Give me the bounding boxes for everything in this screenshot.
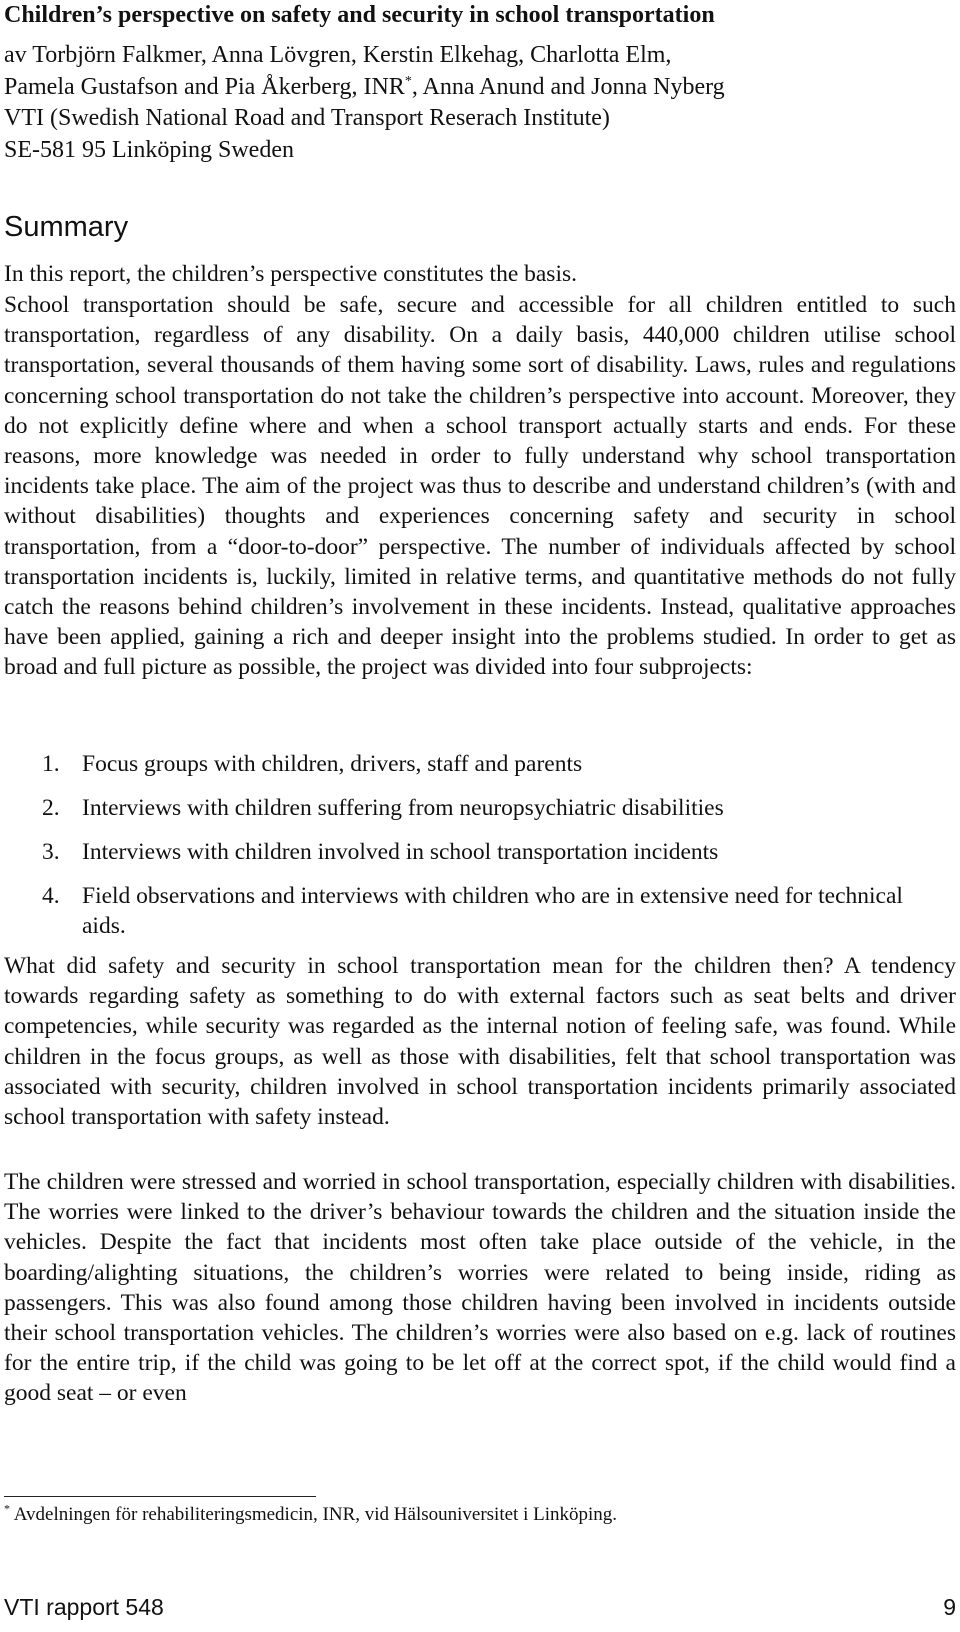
list-item [42,793,942,823]
affiliation: VTI (Swedish National Road and Transport Reserach Institute) [4,105,610,131]
list-item-text: Field observations and interviews with children who are in extensive need for technical aids. [82,883,903,939]
page-number: 9 [943,1594,956,1620]
summary-paragraph-2: What did safety and security in school transportation mean for the children then? A tendency towards regarding safety as something to do with external factors such as seat belts and driver competencies, while security was regarded as the internal notion of feeling safe, was found. While children in the focus groups, as well as those with disabilities, felt that school transportation was associated with security, children involved in school transportation incidents primarily associated school transportation with safety instead. [4,953,956,1131]
summary-paragraph-3: The children were stressed and worried in school transportation, especially children with disabilities. The worries were linked to the driver’s behaviour towards the children and the situation inside the vehicles. Despite the fact that incidents most often take place outside of the vehicle, in the boarding/alighting situations, the children’s worries were related to being inside, riding as passengers. This was also found among those children having been involved in incidents outside their school transportation vehicles. The children’s worries were also based on e.g. lack of routines for the entire trip, if the child was going to be let off at the correct spot, if the child would find a good seat – or even [4,1169,956,1407]
list-item-text: Focus groups with children, drivers, staff and parents [82,751,583,777]
list-item-text: Interviews with children suffering from neuropsychiatric disabilities [82,795,724,821]
footnote-text: Avdelningen för rehabiliteringsmedicin, INR, vid Hälsouniversitet i Linköping. [10,1504,618,1525]
footer-report-label: VTI rapport 548 [4,1594,164,1620]
list-item-text: Interviews with children involved in school transportation incidents [82,839,719,865]
list-item-number: 2. [42,795,60,821]
list-item-number: 3. [42,839,60,865]
document-page [4,0,956,1632]
document-title: Children’s perspective on safety and security in school transportation [4,2,715,28]
footnote-mark: * [4,1501,10,1516]
authors-line-1: av Torbjörn Falkmer, Anna Lövgren, Kerstin Elkehag, Charlotta Elm, [4,42,672,68]
authors-line-2 [4,72,725,104]
authors-line-2-part-2: , Anna Anund and Jonna Nyberg [411,73,725,100]
list-item [42,881,942,941]
address: SE-581 95 Linköping Sweden [4,136,294,163]
subprojects-list [42,749,942,955]
summary-paragraph-1: School transportation should be safe, secure and accessible for all children entitled to such transportation, regardless of any disability. On a daily basis, 440,000 children utilise school transportation, several thousands of them having some sort of disability. Laws, rules and regulations concerning school transportation do not take the children’s perspective into account. Moreover, they do not explicitly define where and when a school transport actually starts and ends. For these reasons, more knowledge was needed in order to fully understand why school transportation incidents take place. The aim of the project was thus to describe and understand children’s (with and without disabilities) thoughts and experiences concerning safety and security in school transportation, from a “door-to-door” perspective. The number of individuals affected by school transportation incidents is, luckily, limited in relative terms, and quantitative methods do not fully catch the reasons behind children’s involvement in these incidents. Instead, qualitative approaches have been applied, gaining a rich and deeper insight into the problems studied. In order to get as broad and full picture as possible, the project was divided into four subprojects: [4,292,956,681]
list-item [42,837,942,867]
list-item-number: 4. [42,883,60,909]
footnote-divider [4,1496,316,1497]
summary-heading: Summary [4,211,129,243]
list-item [42,749,942,779]
list-item-number: 1. [42,751,60,777]
footnote-reference-mark[interactable]: * [404,73,412,89]
authors-line-2-part-1: Pamela Gustafson and Pia Åkerberg, INR [4,73,405,100]
summary-intro: In this report, the children’s perspective constitutes the basis. [4,261,577,287]
byline [4,40,725,166]
footnote [4,1502,617,1528]
